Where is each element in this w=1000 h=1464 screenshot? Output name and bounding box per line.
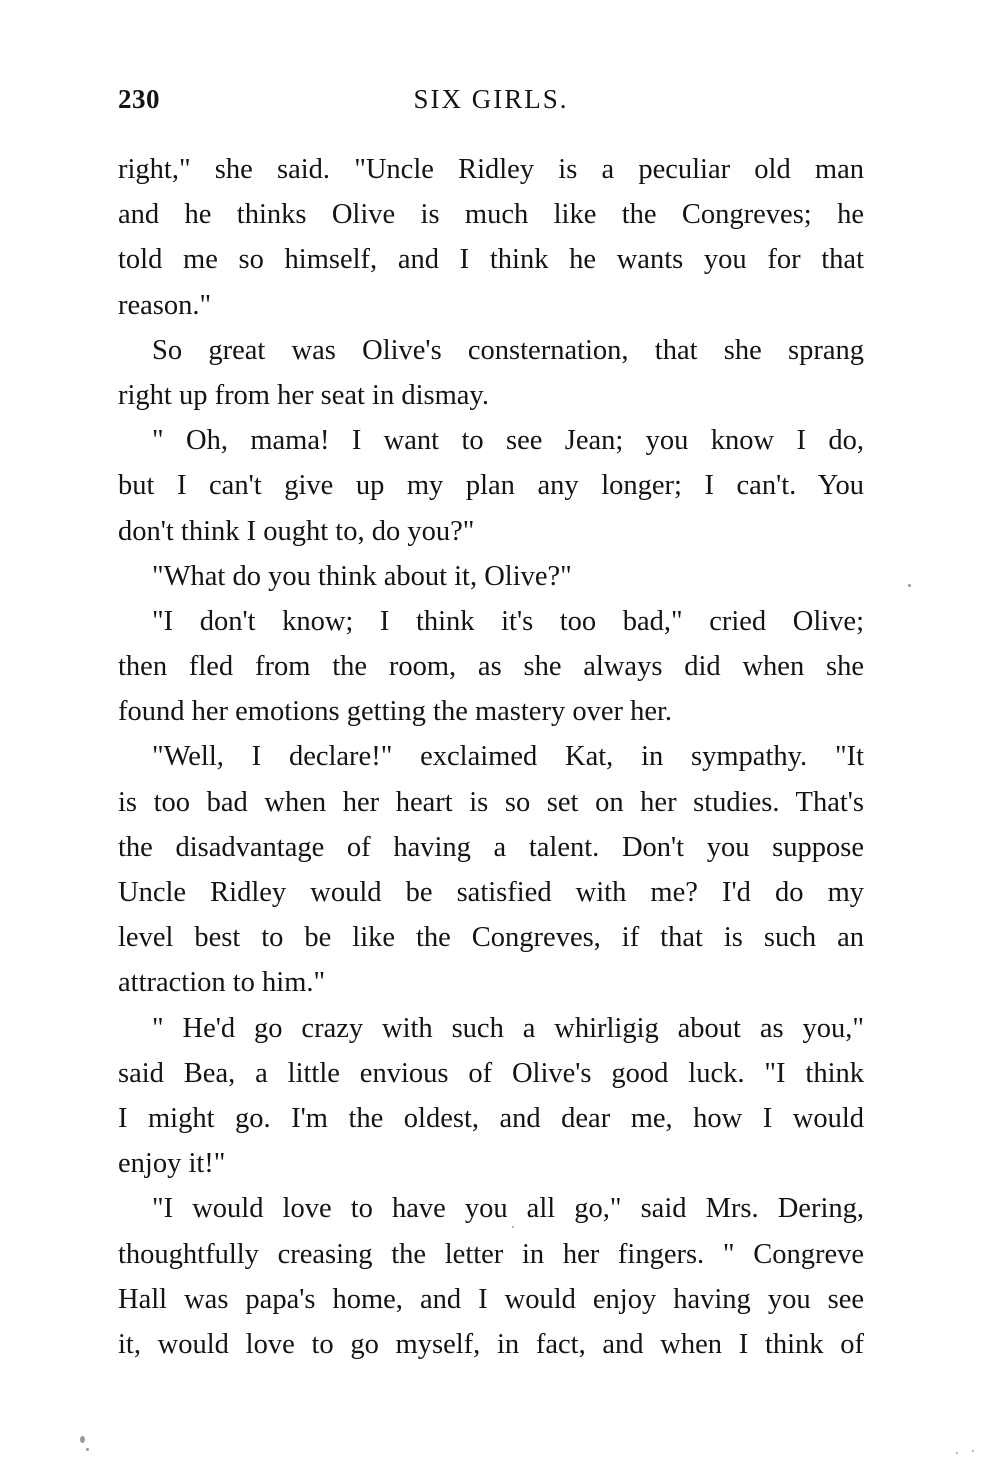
text-line: level best to be like the Congreves, if that is such an (118, 922, 864, 954)
body-text (118, 147, 864, 1367)
text-line: Hall was papa's home, and I would enjoy having you see (118, 1283, 864, 1315)
text-line: found her emotions getting the mastery over her. (118, 696, 673, 728)
text-line: told me so himself, and I think he wants you for that (118, 244, 864, 276)
text-line: but I can't give up my plan any longer; I can't. You (118, 470, 864, 502)
page-header (118, 84, 864, 120)
text-line: is too bad when her heart is so set on her studies. That's (118, 786, 864, 818)
text-line: thoughtfully creasing the letter in her fingers. " Congreve (118, 1238, 864, 1270)
text-line: " Oh, mama! I want to see Jean; you know I do, (152, 425, 864, 457)
scan-speck (80, 1436, 85, 1443)
scan-speck (86, 1448, 89, 1451)
scan-speck (956, 1452, 958, 1454)
text-line: and he thinks Olive is much like the Congreves; he (118, 199, 864, 231)
text-line: don't think I ought to, do you?" (118, 515, 475, 547)
text-line: So great was Olive's consternation, that she sprang (152, 334, 864, 366)
text-line: the disadvantage of having a talent. Don't you suppose (118, 831, 864, 863)
text-line: said Bea, a little envious of Olive's good luck. "I think (118, 1057, 864, 1089)
text-line: enjoy it!" (118, 1148, 226, 1180)
text-line: "Well, I declare!" exclaimed Kat, in sympathy. "It (152, 741, 864, 773)
text-line: "What do you think about it, Olive?" (152, 560, 572, 592)
scan-speck (512, 1226, 514, 1228)
text-line: reason." (118, 289, 212, 321)
running-title: SIX GIRLS. (413, 84, 569, 114)
text-line: " He'd go crazy with such a whirligig about as you," (152, 1012, 864, 1044)
scan-speck (908, 584, 911, 587)
text-line: it, would love to go myself, in fact, and when I think of (118, 1328, 864, 1360)
page-number: 230 (118, 84, 160, 114)
text-line: right," she said. "Uncle Ridley is a peculiar old man (118, 154, 864, 185)
text-line: attraction to him." (118, 967, 326, 999)
text-line: right up from her seat in dismay. (118, 379, 489, 411)
text-line: then fled from the room, as she always did when she (118, 651, 864, 683)
text-line: "I would love to have you all go," said Mrs. Dering, (152, 1193, 864, 1225)
text-line: I might go. I'm the oldest, and dear me, how I would (118, 1102, 864, 1134)
text-line: "I don't know; I think it's too bad," cried Olive; (152, 605, 864, 637)
scan-speck (972, 1450, 974, 1452)
text-line: Uncle Ridley would be satisfied with me? I'd do my (118, 877, 864, 908)
